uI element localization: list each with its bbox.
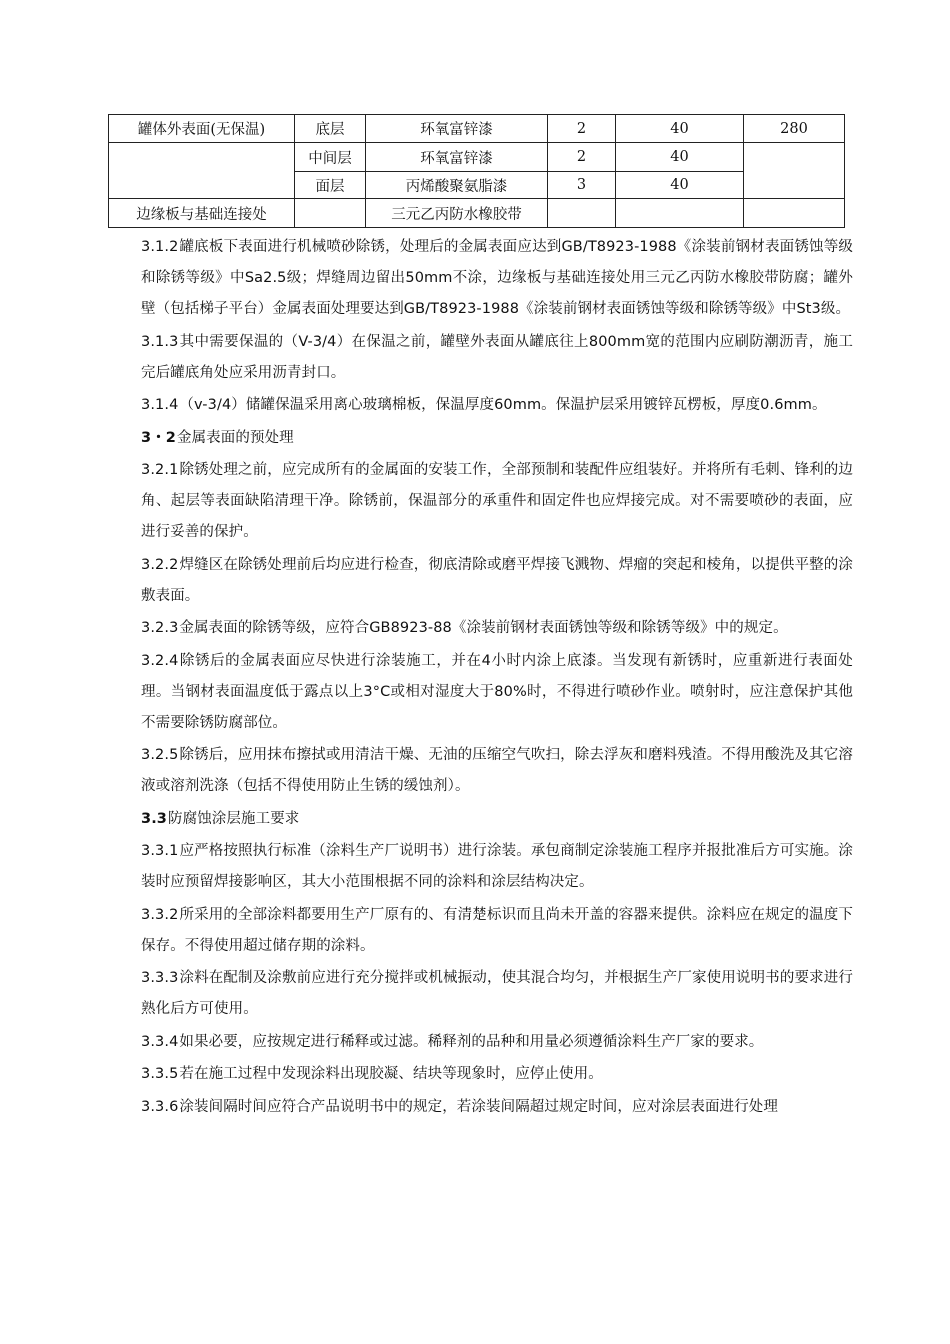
table-cell	[295, 199, 366, 228]
coating-table	[108, 114, 845, 228]
clause-number: 3.2.2	[141, 556, 179, 573]
table-cell: 底层	[295, 115, 366, 143]
section-heading	[141, 423, 853, 454]
paragraph-text: 如果必要，应按规定进行稀释或过滤。稀释剂的品种和用量必须遵循涂料生产厂家的要求。	[179, 1033, 764, 1050]
paragraph-text: 涂装间隔时间应符合产品说明书中的规定，若涂装间隔超过规定时间，应对涂层表面进行处理	[179, 1098, 779, 1115]
clause-number: 3.1.3	[141, 333, 179, 350]
paragraph	[141, 963, 853, 1025]
table-cell: 环氧富锌漆	[366, 115, 548, 143]
paragraph	[141, 1027, 853, 1058]
table-cell	[616, 199, 744, 228]
paragraph	[141, 327, 853, 389]
section-number: 3.3	[141, 810, 167, 827]
paragraph	[141, 646, 853, 739]
clause-number: 3.3.6	[141, 1098, 179, 1115]
clause-number: 3.3.1	[141, 843, 179, 859]
paragraph-text: 应严格按照执行标准（涂料生产厂说明书）进行涂装。承包商制定涂装施工程序并报批准后方可实施。涂装时应预留焊接影响区，其大小范围根据不同的涂料和涂层结构决定。	[141, 843, 853, 890]
clause-number: 3.2.1	[141, 462, 179, 478]
table-cell: 环氧富锌漆	[366, 143, 548, 172]
table-cell: 2	[548, 115, 616, 143]
table-cell: 丙烯酸聚氨脂漆	[366, 172, 548, 199]
table-cell	[744, 143, 845, 199]
table-cell: 边缘板与基础连接处	[109, 199, 295, 228]
paragraph-text: 焊缝区在除锈处理前后均应进行检查，彻底清除或磨平焊接飞溅物、焊瘤的突起和棱角，以提供平整的涂敷表面。	[141, 556, 853, 604]
clause-number: 3.2.5	[141, 747, 179, 763]
table-cell: 280	[744, 115, 845, 143]
paragraph-text: 除锈处理之前，应完成所有的金属面的安装工作，全部预制和装配件应组装好。并将所有毛刺、锋利的边角、起层等表面缺陷清理干净。除锈前，保温部分的承重件和固定件也应焊接完成。对不需要喷砂的表面，应进行妥善的保护。	[141, 462, 853, 540]
paragraph	[141, 1059, 853, 1090]
paragraph	[141, 232, 853, 325]
table-cell: 3	[548, 172, 616, 199]
paragraph-text: 金属表面的除锈等级，应符合GB8923-88《涂装前钢材表面锈蚀等级和除锈等级》中的规定。	[179, 620, 788, 636]
clause-number: 3.2.4	[141, 652, 179, 669]
clause-number: 3.3.3	[141, 970, 179, 986]
paragraph-text: （v-3/4）储罐保温采用离心玻璃棉板，保温厚度60mm。保温护层采用镀锌瓦楞板，厚度0.6mm。	[179, 397, 827, 413]
paragraph	[141, 900, 853, 962]
section-number: 3・2	[141, 429, 176, 446]
table-cell: 2	[548, 143, 616, 172]
paragraph	[141, 390, 853, 421]
table-cell: 40	[616, 143, 744, 172]
clause-number: 3.3.4	[141, 1033, 179, 1050]
table-cell	[744, 199, 845, 228]
clause-number: 3.3.5	[141, 1066, 179, 1082]
table-row	[109, 143, 845, 172]
clause-number: 3.2.3	[141, 620, 179, 636]
paragraph-text: 所采用的全部涂料都要用生产厂原有的、有清楚标识而且尚未开盖的容器来提供。涂料应在规定的温度下保存。不得使用超过储存期的涂料。	[141, 906, 853, 954]
table-cell: 中间层	[295, 143, 366, 172]
clause-number: 3.1.2	[141, 239, 179, 255]
paragraph	[141, 1092, 853, 1123]
clause-number: 3.3.2	[141, 906, 179, 923]
body-text	[141, 232, 853, 1124]
paragraph-text: 罐底板下表面进行机械喷砂除锈，处理后的金属表面应达到GB/T8923-1988《涂装前钢材表面锈蚀等级和除锈等级》中Sa2.5级；焊缝周边留出50mm不涂，边缘板与基础连接处用三元乙丙防水橡胶带防腐；罐外壁（包括梯子平台）金属表面处理要达到GB/T8923-1988《涂装前钢材表面锈蚀等级和除锈等级》中St3级。	[141, 239, 853, 317]
table-cell: 40	[616, 115, 744, 143]
paragraph-text: 除锈后，应用抹布擦拭或用清洁干燥、无油的压缩空气吹扫，除去浮灰和磨料残渣。不得用酸洗及其它溶液或溶剂洗涤（包括不得使用防止生锈的缓蚀剂）。	[141, 747, 853, 794]
paragraph	[141, 550, 853, 612]
table-cell	[548, 199, 616, 228]
table-cell	[109, 143, 295, 199]
section-title: 防腐蚀涂层施工要求	[168, 810, 300, 827]
paragraph-text: 其中需要保温的（V-3/4）在保温之前，罐壁外表面从罐底往上800mm宽的范围内应刷防潮沥青，施工完后罐底角处应采用沥青封口。	[141, 333, 853, 381]
paragraph	[141, 613, 853, 644]
table-row	[109, 199, 845, 228]
table-row	[109, 115, 845, 143]
section-title: 金属表面的预处理	[176, 429, 294, 446]
clause-number: 3.1.4	[141, 397, 179, 413]
paragraph-text: 除锈后的金属表面应尽快进行涂装施工，并在4小时内涂上底漆。当发现有新锈时，应重新进行表面处理。当钢材表面温度低于露点以上3°C或相对湿度大于80%时，不得进行喷砂作业。喷射时，应注意保护其他不需要除锈防腐部位。	[141, 652, 853, 731]
table-cell: 三元乙丙防水橡胶带	[366, 199, 548, 228]
paragraph	[141, 455, 853, 548]
paragraph	[141, 836, 853, 898]
paragraph-text: 涂料在配制及涂敷前应进行充分搅拌或机械振动，使其混合均匀，并根据生产厂家使用说明书的要求进行熟化后方可使用。	[141, 970, 853, 1017]
paragraph-text: 若在施工过程中发现涂料出现胶凝、结块等现象时，应停止使用。	[179, 1066, 603, 1082]
table-cell: 面层	[295, 172, 366, 199]
section-heading	[141, 804, 853, 835]
table-cell: 40	[616, 172, 744, 199]
paragraph	[141, 740, 853, 802]
table-cell: 罐体外表面(无保温)	[109, 115, 295, 143]
